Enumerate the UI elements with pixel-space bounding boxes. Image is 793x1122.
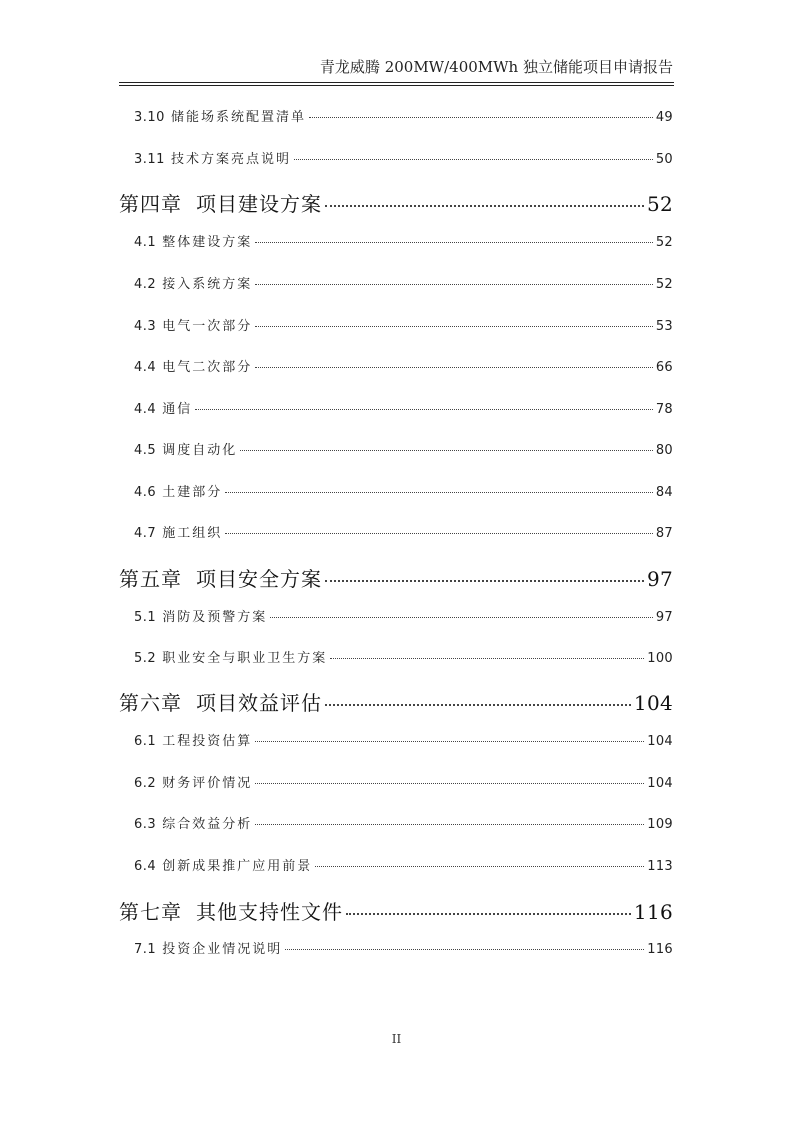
page-number-footer: II bbox=[391, 1032, 402, 1046]
header-rule-secondary bbox=[119, 85, 674, 86]
toc-entry-number: 4.7 bbox=[134, 526, 157, 541]
toc-entry-title: 调度自动化 bbox=[162, 443, 238, 458]
toc-section-entry[interactable] bbox=[134, 315, 673, 334]
toc-entry-number: 4.2 bbox=[134, 277, 157, 292]
toc-section-entry[interactable] bbox=[134, 938, 673, 957]
toc-section-entry[interactable] bbox=[134, 772, 673, 791]
toc-chapter-entry[interactable] bbox=[119, 687, 673, 716]
toc-entry-page: 52 bbox=[655, 277, 673, 292]
toc-section-entry[interactable] bbox=[134, 606, 673, 625]
toc-entry-number: 4.3 bbox=[134, 319, 157, 334]
toc-entry-page: 97 bbox=[646, 567, 673, 591]
toc-dot-leader bbox=[294, 159, 653, 160]
toc-entry-page: 104 bbox=[647, 776, 673, 791]
toc-section-entry[interactable] bbox=[134, 730, 673, 749]
toc-dot-leader bbox=[285, 949, 644, 950]
toc-entry-number: 4.6 bbox=[134, 485, 157, 500]
toc-entry-title: 项目建设方案 bbox=[196, 192, 322, 216]
toc-dot-leader bbox=[325, 205, 644, 207]
toc-dot-leader bbox=[325, 704, 631, 706]
toc-section-entry[interactable] bbox=[134, 481, 673, 500]
toc-entry-title: 创新成果推广应用前景 bbox=[162, 859, 313, 874]
header-rule bbox=[119, 82, 674, 83]
toc-entry-title: 财务评价情况 bbox=[162, 776, 253, 791]
toc-entry-page: 87 bbox=[655, 526, 673, 541]
toc-dot-leader bbox=[225, 533, 653, 534]
toc-entry-title: 施工组织 bbox=[162, 526, 223, 541]
toc-section-entry[interactable] bbox=[134, 148, 673, 167]
toc-entry-page: 104 bbox=[647, 734, 673, 749]
toc-entry-number: 6.3 bbox=[134, 817, 157, 832]
toc-entry-page: 66 bbox=[655, 360, 673, 375]
toc-dot-leader bbox=[255, 824, 644, 825]
toc-entry-title: 储能场系统配置清单 bbox=[170, 110, 306, 125]
toc-entry-page: 52 bbox=[646, 192, 673, 216]
toc-entry-number: 5.1 bbox=[134, 610, 157, 625]
toc-chapter-entry[interactable] bbox=[119, 188, 673, 217]
toc-dot-leader bbox=[255, 284, 653, 285]
toc-chapter-entry[interactable] bbox=[119, 896, 673, 925]
toc-entry-number: 3.10 bbox=[134, 110, 165, 125]
toc-section-entry[interactable] bbox=[134, 398, 673, 417]
toc-entry-title: 消防及预警方案 bbox=[162, 610, 268, 625]
toc-entry-title: 职业安全与职业卫生方案 bbox=[162, 651, 328, 666]
toc-section-entry[interactable] bbox=[134, 106, 673, 125]
toc-entry-number: 6.2 bbox=[134, 776, 157, 791]
toc-entry-page: 104 bbox=[633, 691, 673, 715]
toc-dot-leader bbox=[270, 617, 653, 618]
toc-entry-page: 116 bbox=[647, 942, 673, 957]
toc-entry-page: 84 bbox=[655, 485, 673, 500]
toc-section-entry[interactable] bbox=[134, 439, 673, 458]
toc-entry-title: 工程投资估算 bbox=[162, 734, 253, 749]
toc-entry-number: 第六章 bbox=[119, 691, 182, 715]
toc-entry-page: 116 bbox=[633, 900, 673, 924]
toc-dot-leader bbox=[315, 866, 644, 867]
toc-entry-page: 52 bbox=[655, 235, 673, 250]
toc-dot-leader bbox=[325, 580, 644, 582]
toc-section-entry[interactable] bbox=[134, 356, 673, 375]
toc-dot-leader bbox=[330, 658, 644, 659]
toc-entry-title: 技术方案亮点说明 bbox=[170, 152, 291, 167]
toc-dot-leader bbox=[255, 783, 644, 784]
toc-entry-title: 综合效益分析 bbox=[162, 817, 253, 832]
toc-dot-leader bbox=[309, 117, 653, 118]
toc-entry-page: 109 bbox=[647, 817, 673, 832]
toc-section-entry[interactable] bbox=[134, 813, 673, 832]
toc-chapter-entry[interactable] bbox=[119, 563, 673, 592]
toc-entry-title: 通信 bbox=[162, 402, 193, 417]
toc-section-entry[interactable] bbox=[134, 522, 673, 541]
toc-entry-title: 其他支持性文件 bbox=[196, 900, 343, 924]
toc-entry-number: 第七章 bbox=[119, 900, 182, 924]
toc-dot-leader bbox=[255, 326, 653, 327]
toc-entry-title: 接入系统方案 bbox=[162, 277, 253, 292]
toc-entry-number: 7.1 bbox=[134, 942, 157, 957]
toc-entry-page: 97 bbox=[655, 610, 673, 625]
toc-entry-page: 53 bbox=[655, 319, 673, 334]
toc-section-entry[interactable] bbox=[134, 855, 673, 874]
toc-dot-leader bbox=[240, 450, 653, 451]
toc-entry-title: 项目效益评估 bbox=[196, 691, 322, 715]
toc-entry-number: 4.4 bbox=[134, 402, 157, 417]
toc-entry-number: 4.1 bbox=[134, 235, 157, 250]
toc-entry-number: 6.4 bbox=[134, 859, 157, 874]
toc-entry-number: 第四章 bbox=[119, 192, 182, 216]
toc-entry-page: 49 bbox=[655, 110, 673, 125]
toc-entry-number: 3.11 bbox=[134, 152, 165, 167]
toc-entry-title: 土建部分 bbox=[162, 485, 223, 500]
toc-entry-title: 整体建设方案 bbox=[162, 235, 253, 250]
toc-dot-leader bbox=[255, 367, 653, 368]
toc-section-entry[interactable] bbox=[134, 231, 673, 250]
toc-entry-page: 113 bbox=[647, 859, 673, 874]
toc-entry-title: 电气一次部分 bbox=[162, 319, 253, 334]
header-title: 青龙威腾 200MW/400MWh 独立储能项目申请报告 bbox=[319, 58, 673, 76]
toc-section-entry[interactable] bbox=[134, 273, 673, 292]
toc-entry-number: 4.4 bbox=[134, 360, 157, 375]
toc-entry-number: 6.1 bbox=[134, 734, 157, 749]
toc-dot-leader bbox=[225, 492, 653, 493]
toc-entry-number: 5.2 bbox=[134, 651, 157, 666]
toc-entry-page: 100 bbox=[647, 651, 673, 666]
toc-dot-leader bbox=[195, 409, 653, 410]
toc-entry-page: 80 bbox=[655, 443, 673, 458]
toc-dot-leader bbox=[255, 242, 653, 243]
toc-dot-leader bbox=[255, 741, 644, 742]
toc-entry-number: 4.5 bbox=[134, 443, 157, 458]
toc-entry-number: 第五章 bbox=[119, 567, 182, 591]
toc-section-entry[interactable] bbox=[134, 647, 673, 666]
toc-entry-title: 投资企业情况说明 bbox=[162, 942, 283, 957]
toc-entry-page: 78 bbox=[655, 402, 673, 417]
toc-entry-title: 电气二次部分 bbox=[162, 360, 253, 375]
toc-entry-page: 50 bbox=[655, 152, 673, 167]
toc-dot-leader bbox=[346, 913, 631, 915]
toc-entry-title: 项目安全方案 bbox=[196, 567, 322, 591]
